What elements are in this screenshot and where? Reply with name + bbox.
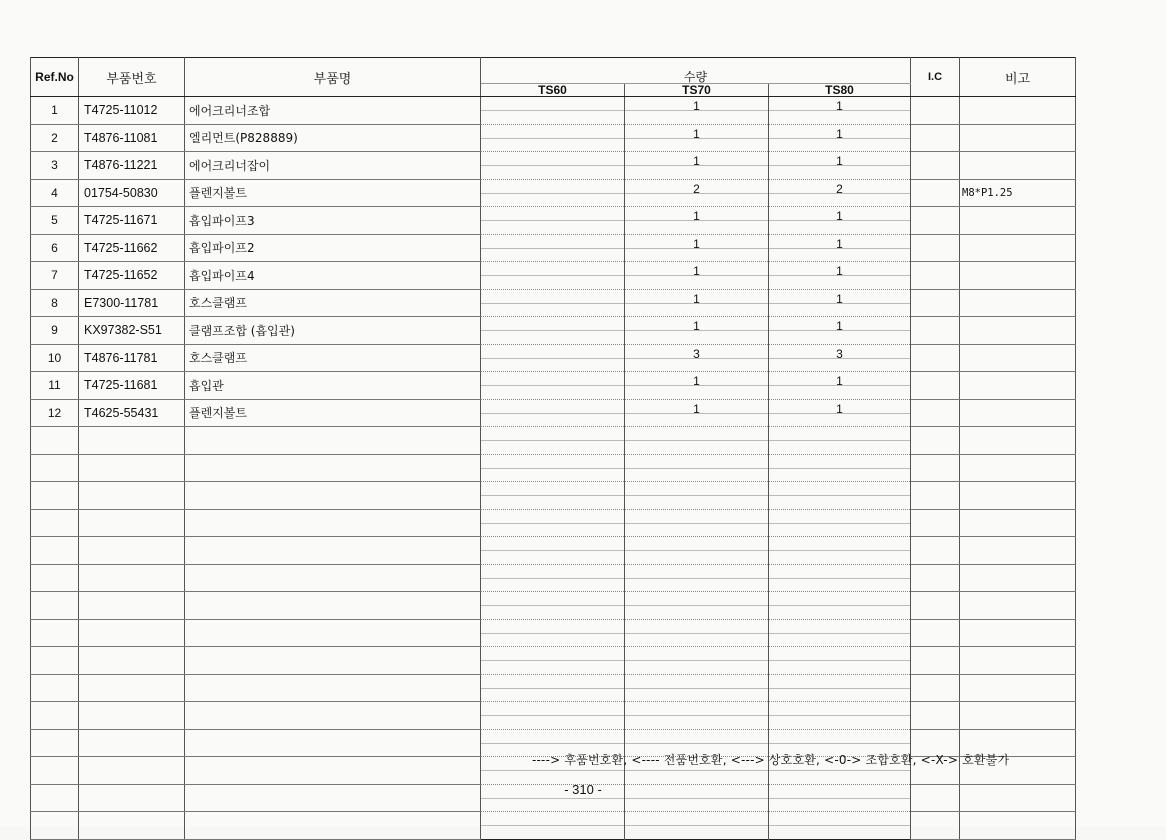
ic-cell bbox=[911, 152, 960, 180]
qty-ts60-cell bbox=[481, 482, 625, 510]
part-number-cell bbox=[79, 427, 185, 455]
qty-ts80-cell bbox=[769, 564, 911, 592]
qty-ts80-cell bbox=[769, 482, 911, 510]
table-row bbox=[31, 289, 1076, 317]
qty-ts70-cell bbox=[625, 427, 769, 455]
qty-ts80-cell: 1 bbox=[769, 124, 911, 152]
qty-ts70-cell bbox=[625, 702, 769, 730]
ref-no-cell bbox=[31, 482, 79, 510]
ref-no-cell: 7 bbox=[31, 262, 79, 290]
remarks-cell bbox=[960, 399, 1076, 427]
qty-ts70-cell bbox=[625, 482, 769, 510]
qty-ts60-cell bbox=[481, 812, 625, 840]
part-number-cell: 01754-50830 bbox=[79, 179, 185, 207]
part-name-cell bbox=[185, 482, 481, 510]
part-name-cell bbox=[185, 509, 481, 537]
qty-ts70-cell bbox=[625, 537, 769, 565]
qty-ts80-cell: 1 bbox=[769, 152, 911, 180]
part-name-cell: 클램프조합 (흡입관) bbox=[185, 317, 481, 345]
ic-cell bbox=[911, 812, 960, 840]
ic-cell bbox=[911, 97, 960, 125]
qty-ts60-cell bbox=[481, 592, 625, 620]
ref-no-cell: 12 bbox=[31, 399, 79, 427]
ref-no-cell: 11 bbox=[31, 372, 79, 400]
ic-cell bbox=[911, 344, 960, 372]
qty-ts70-cell bbox=[625, 509, 769, 537]
header-model-ts80: TS80 bbox=[769, 84, 911, 97]
qty-ts70-cell bbox=[625, 619, 769, 647]
table-row bbox=[31, 97, 1076, 125]
empty-table-row bbox=[31, 509, 1076, 537]
qty-ts70-cell bbox=[625, 647, 769, 675]
remarks-cell bbox=[960, 427, 1076, 455]
ref-no-cell bbox=[31, 674, 79, 702]
qty-ts70-cell: 1 bbox=[625, 152, 769, 180]
ref-no-cell bbox=[31, 812, 79, 840]
table-row bbox=[31, 399, 1076, 427]
ic-cell bbox=[911, 317, 960, 345]
empty-table-row bbox=[31, 482, 1076, 510]
part-number-cell: T4725-11662 bbox=[79, 234, 185, 262]
part-name-cell: 흡입파이프3 bbox=[185, 207, 481, 235]
ref-no-cell bbox=[31, 537, 79, 565]
qty-ts60-cell bbox=[481, 537, 625, 565]
qty-ts60-cell bbox=[481, 289, 625, 317]
ic-cell bbox=[911, 509, 960, 537]
qty-ts60-cell bbox=[481, 344, 625, 372]
ref-no-cell: 8 bbox=[31, 289, 79, 317]
empty-table-row bbox=[31, 427, 1076, 455]
part-number-cell bbox=[79, 729, 185, 757]
ic-cell bbox=[911, 564, 960, 592]
empty-table-row bbox=[31, 592, 1076, 620]
part-name-cell: 흡입파이프4 bbox=[185, 262, 481, 290]
ref-no-cell bbox=[31, 729, 79, 757]
qty-ts60-cell bbox=[481, 179, 625, 207]
interchangeability-legend: ----> 후품번호환, <---- 전품번호환, <---> 상호호환, <-0-> 조합호환, <-X-> 호환불가 bbox=[532, 753, 1010, 767]
part-name-cell: 플렌지볼트 bbox=[185, 179, 481, 207]
part-number-cell bbox=[79, 619, 185, 647]
ic-cell bbox=[911, 372, 960, 400]
qty-ts70-cell bbox=[625, 812, 769, 840]
table-row bbox=[31, 317, 1076, 345]
part-name-cell: 흡입파이프2 bbox=[185, 234, 481, 262]
part-name-cell bbox=[185, 619, 481, 647]
qty-ts70-cell bbox=[625, 564, 769, 592]
qty-ts60-cell bbox=[481, 207, 625, 235]
qty-ts70-cell: 2 bbox=[625, 179, 769, 207]
qty-ts60-cell bbox=[481, 509, 625, 537]
table-row bbox=[31, 234, 1076, 262]
qty-ts80-cell: 3 bbox=[769, 344, 911, 372]
qty-ts60-cell bbox=[481, 124, 625, 152]
part-number-cell bbox=[79, 509, 185, 537]
remarks-cell bbox=[960, 509, 1076, 537]
qty-ts80-cell bbox=[769, 619, 911, 647]
part-number-cell: T4625-55431 bbox=[79, 399, 185, 427]
part-name-cell: 엘리먼트(P828889) bbox=[185, 124, 481, 152]
part-number-cell: T4725-11652 bbox=[79, 262, 185, 290]
qty-ts80-cell: 1 bbox=[769, 372, 911, 400]
qty-ts70-cell: 1 bbox=[625, 207, 769, 235]
part-name-cell bbox=[185, 812, 481, 840]
qty-ts60-cell bbox=[481, 97, 625, 125]
table-row bbox=[31, 344, 1076, 372]
ic-cell bbox=[911, 207, 960, 235]
header-remarks: 비고 bbox=[960, 58, 1076, 97]
ic-cell bbox=[911, 289, 960, 317]
part-name-cell bbox=[185, 757, 481, 785]
qty-ts80-cell bbox=[769, 812, 911, 840]
qty-ts80-cell bbox=[769, 647, 911, 675]
empty-table-row bbox=[31, 537, 1076, 565]
empty-table-row bbox=[31, 812, 1076, 840]
ic-cell bbox=[911, 702, 960, 730]
qty-ts80-cell: 2 bbox=[769, 179, 911, 207]
parts-table bbox=[30, 57, 1076, 840]
part-name-cell bbox=[185, 537, 481, 565]
ref-no-cell: 6 bbox=[31, 234, 79, 262]
qty-ts70-cell: 1 bbox=[625, 317, 769, 345]
qty-ts60-cell bbox=[481, 564, 625, 592]
remarks-cell bbox=[960, 564, 1076, 592]
header-model-ts60: TS60 bbox=[481, 84, 625, 97]
qty-ts80-cell: 1 bbox=[769, 289, 911, 317]
ic-cell bbox=[911, 179, 960, 207]
part-name-cell bbox=[185, 454, 481, 482]
part-number-cell bbox=[79, 592, 185, 620]
part-name-cell: 플렌지볼트 bbox=[185, 399, 481, 427]
ic-cell bbox=[911, 647, 960, 675]
ref-no-cell bbox=[31, 757, 79, 785]
header-ref-no: Ref.No bbox=[31, 58, 79, 97]
ic-cell bbox=[911, 124, 960, 152]
qty-ts60-cell bbox=[481, 674, 625, 702]
qty-ts80-cell: 1 bbox=[769, 207, 911, 235]
part-number-cell bbox=[79, 647, 185, 675]
remarks-cell bbox=[960, 317, 1076, 345]
part-name-cell: 에어크리너조합 bbox=[185, 97, 481, 125]
qty-ts80-cell bbox=[769, 509, 911, 537]
qty-ts80-cell bbox=[769, 592, 911, 620]
ic-cell bbox=[911, 537, 960, 565]
ref-no-cell bbox=[31, 592, 79, 620]
qty-ts70-cell bbox=[625, 454, 769, 482]
remarks-cell bbox=[960, 372, 1076, 400]
remarks-cell bbox=[960, 619, 1076, 647]
ref-no-cell: 3 bbox=[31, 152, 79, 180]
qty-ts80-cell: 1 bbox=[769, 97, 911, 125]
qty-ts80-cell: 1 bbox=[769, 234, 911, 262]
parts-table-body bbox=[31, 97, 1076, 840]
empty-table-row bbox=[31, 564, 1076, 592]
remarks-cell bbox=[960, 262, 1076, 290]
qty-ts80-cell: 1 bbox=[769, 399, 911, 427]
remarks-cell bbox=[960, 482, 1076, 510]
qty-ts70-cell: 1 bbox=[625, 289, 769, 317]
part-number-cell: T4725-11681 bbox=[79, 372, 185, 400]
qty-ts60-cell bbox=[481, 317, 625, 345]
remarks-cell bbox=[960, 812, 1076, 840]
remarks-cell bbox=[960, 537, 1076, 565]
header-quantity: 수량 bbox=[481, 58, 911, 84]
remarks-cell bbox=[960, 152, 1076, 180]
qty-ts70-cell: 1 bbox=[625, 399, 769, 427]
part-number-cell bbox=[79, 564, 185, 592]
ref-no-cell: 5 bbox=[31, 207, 79, 235]
table-row bbox=[31, 124, 1076, 152]
ic-cell bbox=[911, 619, 960, 647]
empty-table-row bbox=[31, 454, 1076, 482]
part-name-cell: 호스클램프 bbox=[185, 344, 481, 372]
remarks-cell bbox=[960, 124, 1076, 152]
qty-ts80-cell bbox=[769, 454, 911, 482]
qty-ts60-cell bbox=[481, 399, 625, 427]
qty-ts80-cell bbox=[769, 702, 911, 730]
table-row bbox=[31, 152, 1076, 180]
part-name-cell bbox=[185, 729, 481, 757]
remarks-cell bbox=[960, 592, 1076, 620]
qty-ts70-cell: 1 bbox=[625, 372, 769, 400]
qty-ts70-cell bbox=[625, 592, 769, 620]
ic-cell bbox=[911, 674, 960, 702]
part-number-cell bbox=[79, 674, 185, 702]
ref-no-cell bbox=[31, 427, 79, 455]
table-row bbox=[31, 207, 1076, 235]
part-number-cell: T4876-11081 bbox=[79, 124, 185, 152]
qty-ts60-cell bbox=[481, 647, 625, 675]
header-ic: I.C bbox=[911, 58, 960, 97]
qty-ts80-cell: 1 bbox=[769, 317, 911, 345]
remarks-cell bbox=[960, 454, 1076, 482]
qty-ts60-cell bbox=[481, 262, 625, 290]
qty-ts80-cell bbox=[769, 427, 911, 455]
part-number-cell: T4876-11221 bbox=[79, 152, 185, 180]
remarks-cell bbox=[960, 674, 1076, 702]
part-number-cell bbox=[79, 454, 185, 482]
ref-no-cell bbox=[31, 509, 79, 537]
remarks-cell bbox=[960, 97, 1076, 125]
qty-ts80-cell: 1 bbox=[769, 262, 911, 290]
part-name-cell: 에어크리너잡이 bbox=[185, 152, 481, 180]
ic-cell bbox=[911, 482, 960, 510]
qty-ts60-cell bbox=[481, 454, 625, 482]
qty-ts60-cell bbox=[481, 234, 625, 262]
empty-table-row bbox=[31, 674, 1076, 702]
remarks-cell bbox=[960, 647, 1076, 675]
part-number-cell: KX97382-S51 bbox=[79, 317, 185, 345]
ic-cell bbox=[911, 454, 960, 482]
table-row bbox=[31, 262, 1076, 290]
ref-no-cell: 4 bbox=[31, 179, 79, 207]
part-name-cell bbox=[185, 702, 481, 730]
ic-cell bbox=[911, 592, 960, 620]
ref-no-cell bbox=[31, 454, 79, 482]
qty-ts70-cell: 1 bbox=[625, 124, 769, 152]
ref-no-cell: 10 bbox=[31, 344, 79, 372]
remarks-cell bbox=[960, 702, 1076, 730]
part-name-cell bbox=[185, 427, 481, 455]
ic-cell bbox=[911, 399, 960, 427]
qty-ts70-cell bbox=[625, 674, 769, 702]
part-number-cell: T4725-11012 bbox=[79, 97, 185, 125]
qty-ts60-cell bbox=[481, 427, 625, 455]
empty-table-row bbox=[31, 702, 1076, 730]
header-part-name: 부품명 bbox=[185, 58, 481, 97]
part-name-cell bbox=[185, 674, 481, 702]
part-number-cell: T4725-11671 bbox=[79, 207, 185, 235]
ref-no-cell bbox=[31, 702, 79, 730]
qty-ts60-cell bbox=[481, 702, 625, 730]
qty-ts60-cell bbox=[481, 152, 625, 180]
qty-ts70-cell: 1 bbox=[625, 97, 769, 125]
remarks-cell bbox=[960, 344, 1076, 372]
ic-cell bbox=[911, 234, 960, 262]
qty-ts60-cell bbox=[481, 372, 625, 400]
qty-ts60-cell bbox=[481, 619, 625, 647]
qty-ts70-cell: 3 bbox=[625, 344, 769, 372]
ref-no-cell bbox=[31, 564, 79, 592]
table-row bbox=[31, 179, 1076, 207]
qty-ts70-cell: 1 bbox=[625, 234, 769, 262]
ref-no-cell: 2 bbox=[31, 124, 79, 152]
empty-table-row bbox=[31, 647, 1076, 675]
part-name-cell: 호스클램프 bbox=[185, 289, 481, 317]
ic-cell bbox=[911, 262, 960, 290]
part-number-cell bbox=[79, 757, 185, 785]
part-name-cell bbox=[185, 592, 481, 620]
header-model-ts70: TS70 bbox=[625, 84, 769, 97]
ref-no-cell: 1 bbox=[31, 97, 79, 125]
part-name-cell: 흡입관 bbox=[185, 372, 481, 400]
remarks-cell bbox=[960, 207, 1076, 235]
ref-no-cell bbox=[31, 619, 79, 647]
table-row bbox=[31, 372, 1076, 400]
qty-ts80-cell bbox=[769, 537, 911, 565]
ref-no-cell bbox=[31, 647, 79, 675]
header-part-no: 부품번호 bbox=[79, 58, 185, 97]
remarks-cell bbox=[960, 234, 1076, 262]
ic-cell bbox=[911, 427, 960, 455]
remarks-cell bbox=[960, 289, 1076, 317]
part-name-cell bbox=[185, 647, 481, 675]
part-number-cell: E7300-11781 bbox=[79, 289, 185, 317]
page-number: - 310 - bbox=[564, 782, 602, 797]
part-number-cell bbox=[79, 482, 185, 510]
qty-ts80-cell bbox=[769, 674, 911, 702]
part-number-cell bbox=[79, 537, 185, 565]
part-number-cell bbox=[79, 812, 185, 840]
qty-ts70-cell: 1 bbox=[625, 262, 769, 290]
part-number-cell: T4876-11781 bbox=[79, 344, 185, 372]
empty-table-row bbox=[31, 619, 1076, 647]
part-number-cell bbox=[79, 702, 185, 730]
part-name-cell bbox=[185, 564, 481, 592]
ref-no-cell: 9 bbox=[31, 317, 79, 345]
remarks-cell: M8*P1.25 bbox=[960, 179, 1076, 207]
